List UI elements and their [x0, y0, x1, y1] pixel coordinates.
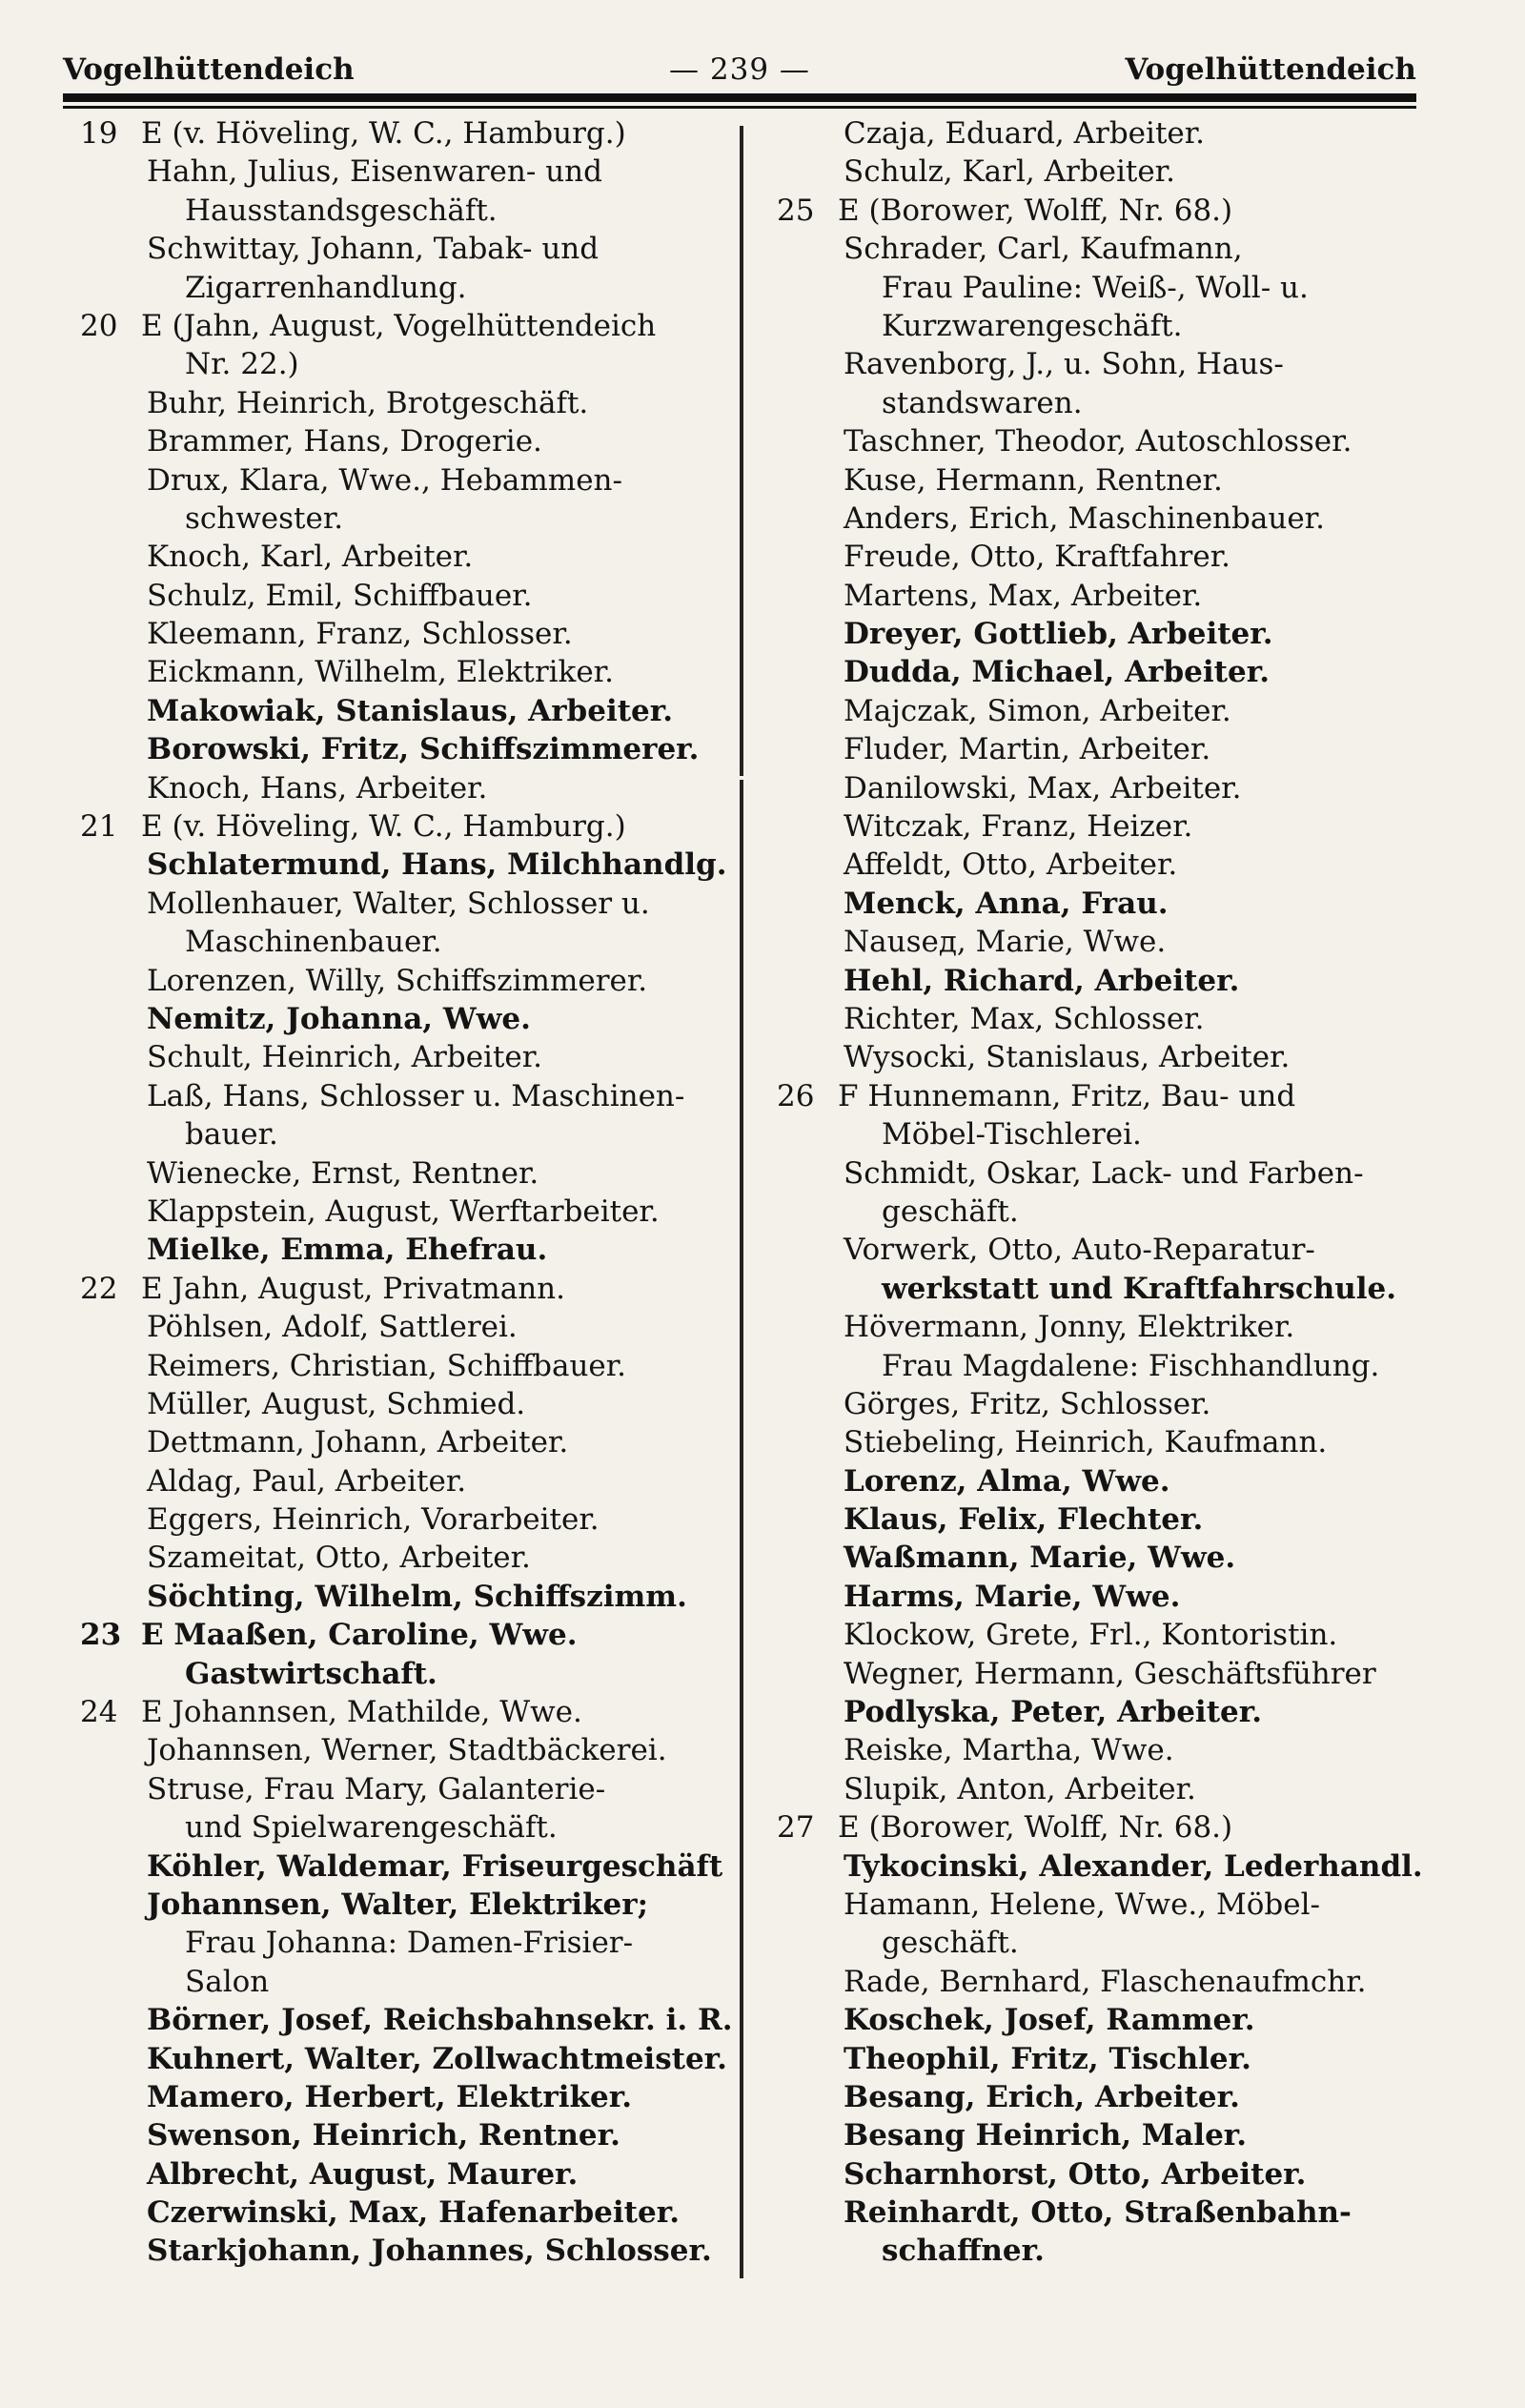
resident-entry: Lorenzen, Willy, Schiffszimmerer.	[147, 963, 648, 998]
resident-entry: Reimers, Christian, Schiffbauer.	[147, 1348, 627, 1383]
header-right-street: Vogelhüttendeich	[1125, 52, 1416, 87]
house-owner-text: F Hunnemann, Fritz, Bau- und	[838, 1078, 1296, 1113]
entry-continuation: Nr. 22.)	[185, 347, 299, 382]
house-number: 26	[777, 1078, 815, 1113]
resident-entry: Hehl, Richard, Arbeiter.	[844, 963, 1240, 998]
house-owner-text: E Johannsen, Mathilde, Wwe.	[141, 1695, 582, 1730]
resident-entry: Szameitat, Otto, Arbeiter.	[147, 1541, 531, 1576]
resident-entry: Struse, Frau Mary, Galanterie-	[147, 1771, 606, 1806]
resident-entry: Majczak, Simon, Arbeiter.	[844, 693, 1231, 728]
house-owner-text: E (Jahn, August, Vogelhüttendeich	[141, 308, 657, 343]
resident-entry: Knoch, Hans, Arbeiter.	[147, 770, 488, 806]
resident-entry: Lorenz, Alma, Wwe.	[844, 1463, 1170, 1499]
house-owner-text: E Jahn, August, Privatmann.	[141, 1271, 565, 1306]
resident-entry: Rade, Bernhard, Flaschenaufmchr.	[844, 1964, 1367, 1999]
resident-entry: Starkjohann, Johannes, Schlosser.	[147, 2234, 712, 2269]
resident-entry: Tykocinski, Alexander, Lederhandl.	[844, 1848, 1423, 1884]
resident-entry: Laß, Hans, Schlosser u. Maschinen-	[147, 1078, 685, 1113]
entry-continuation: Frau Pauline: Weiß-, Woll- u.	[882, 270, 1309, 305]
resident-entry: Stiebeling, Heinrich, Kaufmann.	[844, 1425, 1328, 1460]
resident-entry: Brammer, Hans, Drogerie.	[147, 424, 542, 459]
entry-continuation: standswaren.	[882, 385, 1083, 420]
entry-continuation: bauer.	[185, 1117, 278, 1153]
resident-entry: Dettmann, Johann, Arbeiter.	[147, 1425, 569, 1460]
resident-entry: Koschek, Josef, Rammer.	[844, 2003, 1255, 2038]
resident-entry: Slupik, Anton, Arbeiter.	[844, 1771, 1196, 1806]
resident-entry: Schulz, Karl, Arbeiter.	[844, 154, 1175, 190]
house-entry	[777, 1808, 1444, 1847]
house-owner-text: E (Borower, Wolff, Nr. 68.)	[838, 1810, 1233, 1846]
house-owner-text: E Maaßen, Caroline, Wwe.	[141, 1618, 578, 1653]
resident-entry: Witczak, Franz, Heizer.	[844, 809, 1193, 845]
resident-entry: Wysocki, Stanislaus, Arbeiter.	[844, 1040, 1291, 1075]
resident-entry: Schrader, Carl, Kaufmann,	[844, 232, 1243, 267]
entry-continuation: Hausstandsgeschäft.	[185, 193, 498, 228]
resident-entry: Kuse, Hermann, Rentner.	[844, 462, 1223, 498]
resident-entry: Mamero, Herbert, Elektriker.	[147, 2079, 633, 2114]
resident-entry: Kleemann, Franz, Schlosser.	[147, 617, 573, 652]
resident-entry: Reiske, Martha, Wwe.	[844, 1733, 1174, 1768]
resident-entry: Buhr, Heinrich, Brotgeschäft.	[147, 385, 589, 420]
entry-continuation: schaffner.	[882, 2234, 1045, 2269]
house-entry	[80, 307, 747, 345]
house-owner-text: E (v. Höveling, W. C., Hamburg.)	[141, 809, 626, 845]
resident-entry: Schwittay, Johann, Tabak- und	[147, 232, 600, 267]
house-number: 25	[777, 193, 815, 228]
house-number: 22	[80, 1271, 118, 1306]
entry-continuation: Möbel-Tischlerei.	[882, 1117, 1142, 1153]
resident-entry: Schmidt, Oskar, Lack- und Farben-	[844, 1155, 1364, 1191]
entry-continuation: werkstatt und Kraftfahrschule.	[882, 1271, 1397, 1306]
resident-entry: Taschner, Theodor, Autoschlosser.	[844, 424, 1352, 459]
resident-entry: Wegner, Hermann, Geschäftsführer	[844, 1656, 1376, 1691]
house-number: 24	[80, 1695, 118, 1730]
resident-entry: Klaus, Felix, Flechter.	[844, 1502, 1204, 1538]
entry-continuation: Frau Johanna: Damen-Frisier-	[185, 1926, 634, 1961]
entry-continuation: Salon	[185, 1964, 270, 1999]
resident-entry: Czaja, Eduard, Arbeiter.	[844, 116, 1206, 151]
header-left-street: Vogelhüttendeich	[63, 52, 355, 87]
header-rule-thick	[63, 93, 1416, 102]
resident-entry: Börner, Josef, Reichsbahnsekr. i. R.	[147, 2003, 733, 2038]
house-entry	[80, 1270, 747, 1308]
resident-entry: Albrecht, August, Maurer.	[147, 2156, 579, 2192]
resident-entry: Johannsen, Werner, Stadtbäckerei.	[147, 1733, 667, 1768]
house-entry	[80, 807, 747, 846]
resident-entry: Besang Heinrich, Maler.	[844, 2118, 1248, 2153]
entry-continuation: Maschinenbauer.	[185, 925, 442, 960]
resident-entry: Anders, Erich, Maschinenbauer.	[844, 500, 1325, 536]
entry-continuation: Kurzwarengeschäft.	[882, 308, 1183, 343]
house-owner-text: E (Borower, Wolff, Nr. 68.)	[838, 193, 1233, 228]
resident-entry: Hövermann, Jonny, Elektriker.	[844, 1310, 1295, 1345]
resident-entry: Schult, Heinrich, Arbeiter.	[147, 1040, 543, 1075]
house-number: 21	[80, 809, 118, 845]
house-number: 23	[80, 1618, 122, 1653]
resident-entry: Söchting, Wilhelm, Schiffszimm.	[147, 1579, 687, 1614]
resident-entry: Fluder, Martin, Arbeiter.	[844, 732, 1211, 767]
entry-continuation: und Spielwarengeschäft.	[185, 1810, 558, 1846]
resident-entry: Eggers, Heinrich, Vorarbeiter.	[147, 1502, 600, 1538]
resident-entry: Kuhnert, Walter, Zollwachtmeister.	[147, 2041, 727, 2076]
resident-entry: Menck, Anna, Frau.	[844, 886, 1169, 921]
header-rule-thin	[63, 106, 1416, 109]
resident-entry: Pöhlsen, Adolf, Sattlerei.	[147, 1310, 518, 1345]
house-number: 27	[777, 1810, 815, 1846]
resident-entry: Mollenhauer, Walter, Schlosser u.	[147, 886, 650, 921]
resident-entry: Mielke, Emma, Ehefrau.	[147, 1233, 548, 1268]
resident-entry: Hamann, Helene, Wwe., Möbel-	[844, 1887, 1320, 1922]
house-number: 19	[80, 116, 118, 151]
resident-entry: Nauseд, Marie, Wwe.	[844, 925, 1167, 960]
entry-continuation: geschäft.	[882, 1194, 1019, 1229]
entry-continuation: Gastwirtschaft.	[185, 1656, 437, 1691]
resident-entry: Czerwinski, Max, Hafenarbeiter.	[147, 2195, 680, 2231]
resident-entry: Müller, August, Schmied.	[147, 1386, 526, 1421]
entry-continuation: Zigarrenhandlung.	[185, 270, 467, 305]
resident-entry: Knoch, Karl, Arbeiter.	[147, 540, 474, 575]
resident-entry: Drux, Klara, Wwe., Hebammen-	[147, 462, 622, 498]
resident-entry: Borowski, Fritz, Schiffszimmerer.	[147, 732, 700, 767]
resident-entry: Köhler, Waldemar, Friseurgeschäft	[147, 1848, 723, 1884]
page-header	[63, 46, 1416, 93]
resident-entry: Affeldt, Otto, Arbeiter.	[844, 847, 1178, 883]
house-number: 20	[80, 308, 118, 343]
left-column	[80, 114, 747, 2271]
page-number: — 239 —	[669, 52, 810, 87]
house-entry	[777, 1077, 1444, 1115]
house-owner-text: E (v. Höveling, W. C., Hamburg.)	[141, 116, 626, 151]
resident-entry: Aldag, Paul, Arbeiter.	[147, 1463, 467, 1499]
resident-entry: Hahn, Julius, Eisenwaren- und	[147, 154, 602, 190]
resident-entry: Podlyska, Peter, Arbeiter.	[844, 1695, 1263, 1730]
resident-entry: Dreyer, Gottlieb, Arbeiter.	[844, 617, 1273, 652]
resident-entry: Theophil, Fritz, Tischler.	[844, 2041, 1251, 2076]
resident-entry: Görges, Fritz, Schlosser.	[844, 1386, 1211, 1421]
resident-entry: Freude, Otto, Kraftfahrer.	[844, 540, 1230, 575]
resident-entry: Vorwerk, Otto, Auto-Reparatur-	[844, 1233, 1315, 1268]
house-entry	[777, 192, 1444, 230]
resident-entry: Wienecke, Ernst, Rentner.	[147, 1155, 539, 1191]
resident-entry: Ravenborg, J., u. Sohn, Haus-	[844, 347, 1284, 382]
entry-continuation: Frau Magdalene: Fischhandlung.	[882, 1348, 1380, 1383]
resident-entry: Danilowski, Max, Arbeiter.	[844, 770, 1242, 806]
house-entry	[80, 1693, 747, 1731]
resident-entry: Klockow, Grete, Frl., Kontoristin.	[844, 1618, 1338, 1653]
resident-entry: Martens, Max, Arbeiter.	[844, 578, 1203, 613]
resident-entry: Reinhardt, Otto, Straßenbahn-	[844, 2195, 1352, 2231]
resident-entry: Harms, Marie, Wwe.	[844, 1579, 1181, 1614]
resident-entry: Waßmann, Marie, Wwe.	[844, 1541, 1236, 1576]
resident-entry: Schulz, Emil, Schiffbauer.	[147, 578, 533, 613]
resident-entry: Dudda, Michael, Arbeiter.	[844, 655, 1271, 690]
resident-entry: Besang, Erich, Arbeiter.	[844, 2079, 1240, 2114]
entry-continuation: geschäft.	[882, 1926, 1019, 1961]
resident-entry: Eickmann, Wilhelm, Elektriker.	[147, 655, 614, 690]
resident-entry: Klappstein, August, Werftarbeiter.	[147, 1194, 660, 1229]
house-entry	[80, 114, 747, 153]
house-entry	[80, 1616, 747, 1654]
resident-entry: Richter, Max, Schlosser.	[844, 1001, 1205, 1036]
resident-entry: Scharnhorst, Otto, Arbeiter.	[844, 2156, 1307, 2192]
resident-entry: Swenson, Heinrich, Rentner.	[147, 2118, 620, 2153]
resident-entry: Johannsen, Walter, Elektriker;	[147, 1887, 649, 1922]
right-column	[777, 114, 1444, 2271]
resident-entry: Makowiak, Stanislaus, Arbeiter.	[147, 693, 674, 728]
resident-entry: Schlatermund, Hans, Milchhandlg.	[147, 847, 727, 883]
entry-continuation: schwester.	[185, 500, 344, 536]
resident-entry: Nemitz, Johanna, Wwe.	[147, 1001, 531, 1036]
